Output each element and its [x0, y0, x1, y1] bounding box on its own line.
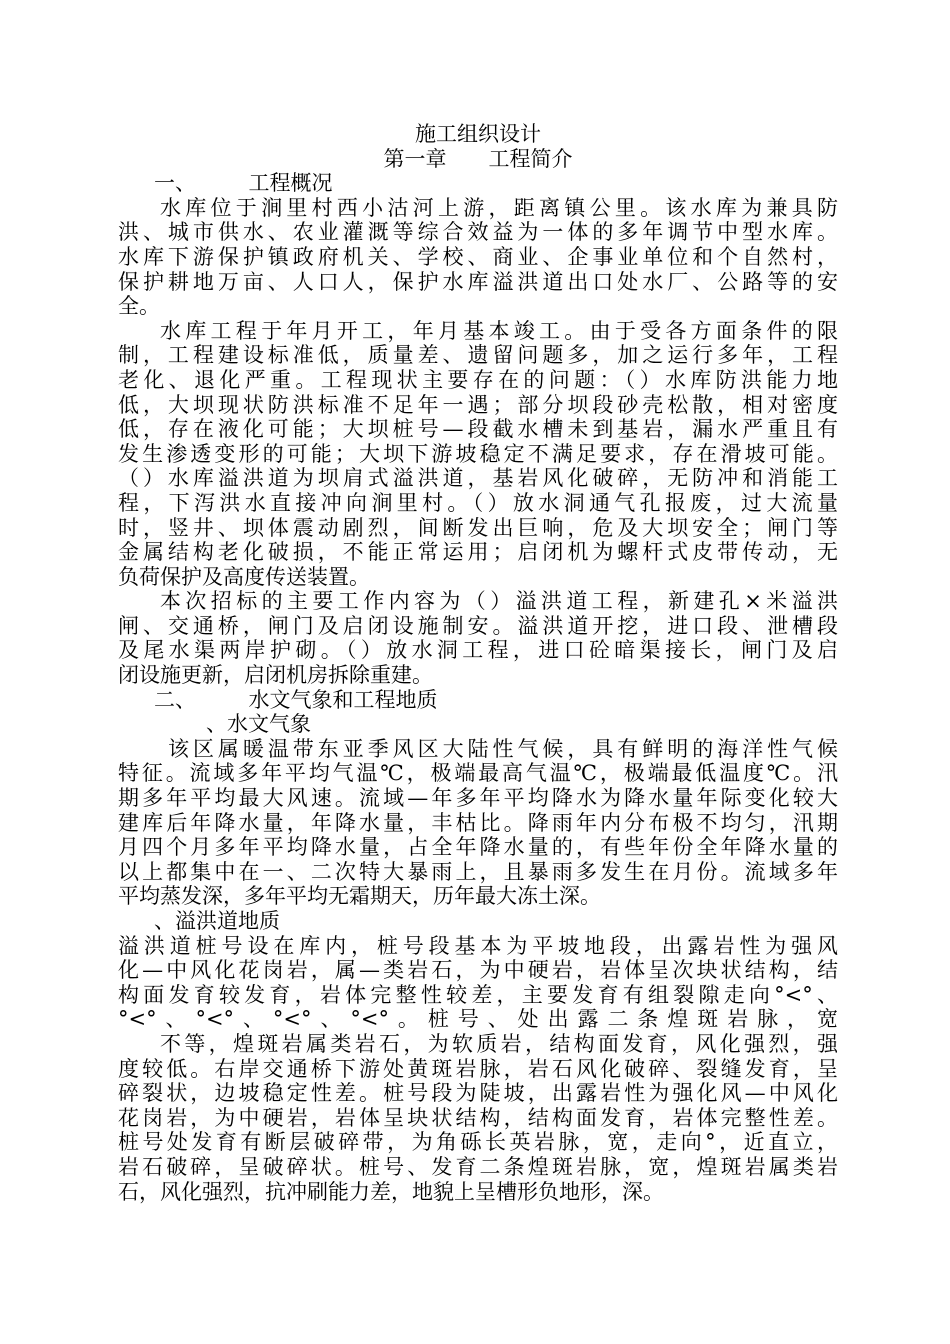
- text-line: 特征。流域多年平均气温℃，极端最高气温℃，极端最低温度℃。汛: [118, 761, 838, 786]
- text-line: 花岗岩，为中硬岩，岩体呈块状结构，结构面发育，岩体完整性差。: [118, 1105, 838, 1130]
- text-line: 时，竖井、坝体震动剧烈，间断发出巨响，危及大坝安全；闸门等: [118, 515, 838, 540]
- text-line: 建库后年降水量，年降水量，丰枯比。降雨年内分布极不均匀，汛期: [118, 810, 838, 835]
- text-line: 、水文气象: [206, 712, 311, 737]
- text-line: 低，大坝现状防洪标准不足年一遇；部分坝段砂壳松散，相对密度: [118, 392, 838, 417]
- text-line: 负荷保护及高度传送装置。: [118, 564, 370, 589]
- text-line: °<°、°<°、°<°、°<°。桩号、处出露二条煌斑岩脉，宽: [118, 1007, 838, 1032]
- text-line: 碎裂状，边坡稳定性差。桩号段为陡坡，出露岩性为强化风—中风化: [118, 1081, 838, 1106]
- text-line: 洪、城市供水、农业灌溉等综合效益为一体的多年调节中型水库。: [118, 220, 838, 245]
- text-line: 全。: [118, 294, 160, 319]
- text-line: 一、 工程概况: [154, 171, 333, 196]
- text-line: 低，存在液化可能；大坝桩号—段截水槽未到基岩，漏水严重且有: [118, 417, 838, 442]
- text-line: 金属结构老化破损，不能正常运用；启闭机为螺杆式皮带传动，无: [118, 540, 838, 565]
- text-line: 构面发育较发育，岩体完整性较差，主要发育有组裂隙走向°<°、: [118, 982, 838, 1007]
- text-line: 岩石破碎，呈破碎状。桩号、发育二条煌斑岩脉，宽，煌斑岩属类岩: [118, 1154, 838, 1179]
- document-body: [118, 171, 838, 1204]
- text-line: 水库下游保护镇政府机关、学校、商业、企事业单位和个自然村，: [118, 244, 838, 269]
- text-line: 制，工程建设标准低，质量差、遗留问题多，加之运行多年，工程: [118, 343, 838, 368]
- document-page: [118, 122, 838, 1204]
- text-line: 发生渗透变形的可能；大坝下游坡稳定不满足要求，存在滑坡可能。: [118, 441, 838, 466]
- text-line: 不等，煌斑岩属类岩石，为软质岩，结构面发育，风化强烈，强: [160, 1031, 838, 1056]
- text-line: 化—中风化花岗岩，属—类岩石，为中硬岩，岩体呈次块状结构，结: [118, 958, 838, 983]
- text-line: 二、 水文气象和工程地质: [154, 687, 438, 712]
- text-line: 及尾水渠两岸护砌。（）放水洞工程，进口砼暗渠接长，闸门及启: [118, 638, 838, 663]
- text-line: 桩号处发育有断层破碎带，为角砾长英岩脉，宽，走向°，近直立，: [118, 1130, 838, 1155]
- text-line: 、溢洪道地质: [154, 909, 280, 933]
- text-line: 月四个月多年平均降水量，占全年降水量的，有些年份全年降水量的: [118, 835, 838, 860]
- text-line: 平均蒸发深，多年平均无霜期天，历年最大冻土深。: [118, 884, 601, 909]
- text-line: 该区属暖温带东亚季风区大陆性气候，具有鲜明的海洋性气候: [168, 736, 838, 761]
- text-line: 闸、交通桥，闸门及启闭设施制安。溢洪道开挖，进口段、泄槽段: [118, 613, 838, 638]
- text-line: 期多年平均最大风速。流域—年多年平均降水为降水量年际变化较大: [118, 786, 838, 811]
- text-line: 石，风化强烈，抗冲刷能力差，地貌上呈槽形负地形，深。: [118, 1179, 664, 1204]
- text-line: 保护耕地万亩、人口人，保护水库溢洪道出口处水厂、公路等的安: [118, 269, 838, 294]
- text-line: 度较低。右岸交通桥下游处黄斑岩脉，岩石风化破碎、裂缝发育，呈: [118, 1056, 838, 1081]
- text-line: 水库位于涧里村西小沽河上游，距离镇公里。该水库为兼具防: [160, 195, 838, 220]
- text-line: 本次招标的主要工作内容为（）溢洪道工程，新建孔×米溢洪: [160, 589, 838, 614]
- text-line: 闭设施更新，启闭机房拆除重建。: [118, 663, 433, 688]
- text-line: （）水库溢洪道为坝肩式溢洪道，基岩风化破碎，无防冲和消能工: [118, 466, 838, 491]
- text-line: 老化、退化严重。工程现状主要存在的问题：（）水库防洪能力地: [118, 367, 838, 392]
- document-title: 施工组织设计: [415, 122, 541, 146]
- text-line: 以上都集中在一、二次特大暴雨上，且暴雨多发生在月份。流域多年: [118, 859, 838, 884]
- text-line: 溢洪道桩号设在库内，桩号段基本为平坡地段，出露岩性为强风: [118, 933, 838, 958]
- text-line: 水库工程于年月开工，年月基本竣工。由于受各方面条件的限: [160, 318, 838, 343]
- chapter-heading: 第一章 工程简介: [383, 146, 573, 171]
- text-line: 程，下泻洪水直接冲向涧里村。（）放水洞通气孔报废，过大流量: [118, 490, 838, 515]
